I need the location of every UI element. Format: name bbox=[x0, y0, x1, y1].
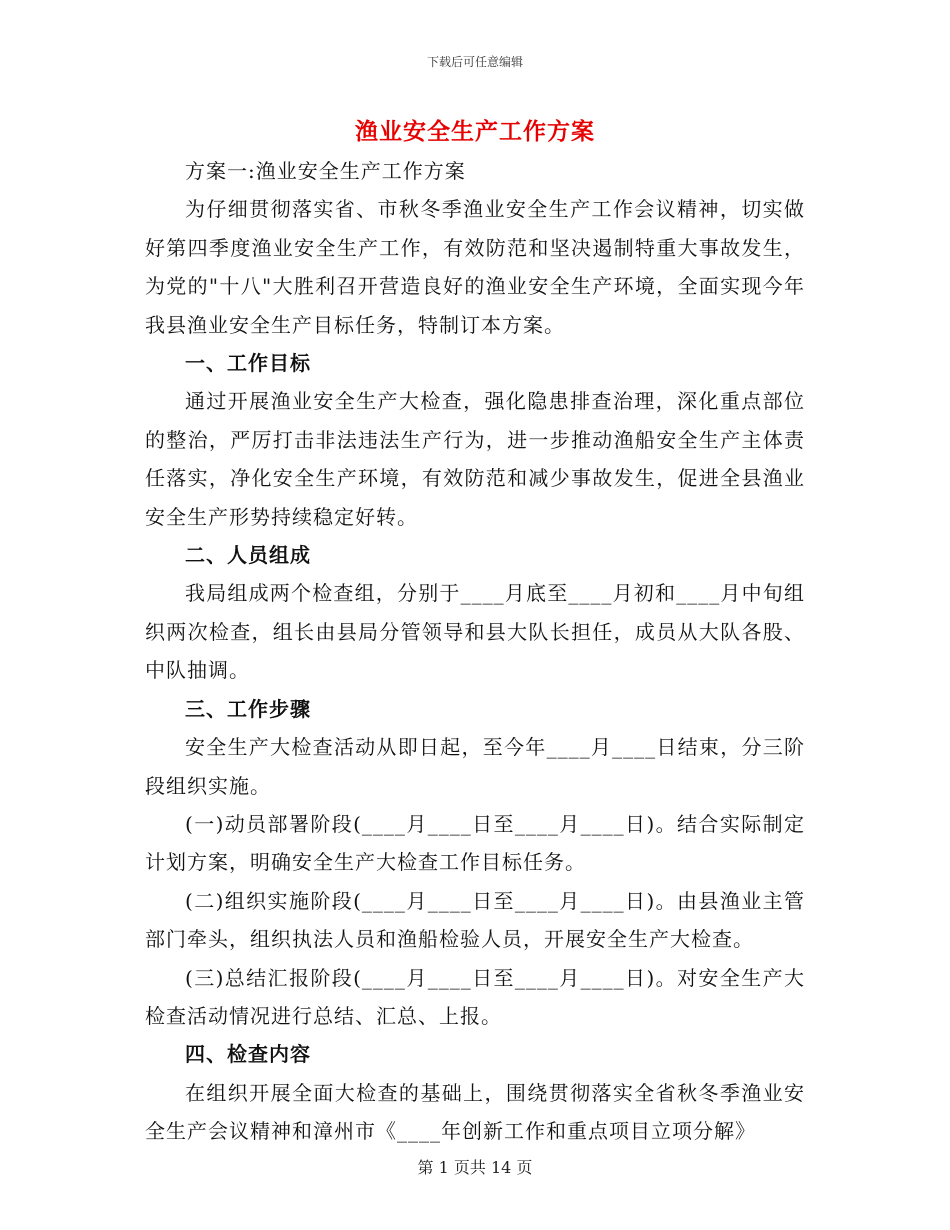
section-heading-inspection: 四、检查内容 bbox=[185, 1042, 311, 1067]
inspection-paragraph: 在组织开展全面大检查的基础上，围绕贯彻落实全省秋冬季渔业安全生产会议精神和漳州市《____年创新工作和重点项目立项分解》 bbox=[145, 1080, 805, 1144]
page-footer: 第 1 页共 14 页 bbox=[417, 1158, 533, 1177]
step-two-paragraph: (二)组织实施阶段(____月____日至____月____日)。由县渔业主管部门牵头，组织执法人员和渔船检验人员，开展安全生产大检查。 bbox=[145, 888, 805, 952]
section-heading-steps: 三、工作步骤 bbox=[185, 696, 311, 721]
section-heading-goals: 一、工作目标 bbox=[185, 351, 311, 376]
steps-paragraph: 安全生产大检查活动从即日起，至今年____月____日结束，分三阶段组织实施。 bbox=[145, 735, 805, 798]
step-three-paragraph: (三)总结汇报阶段(____月____日至____月____日)。对安全生产大检查活动情况进行总结、汇总、上报。 bbox=[145, 965, 805, 1028]
page-header-note: 下载后可任意编辑 bbox=[426, 55, 523, 69]
document-title: 渔业安全生产工作方案 bbox=[355, 119, 595, 145]
goals-paragraph: 通过开展渔业安全生产大检查，强化隐患排查治理，深化重点部位的整治，严厉打击非法违法生产行为，进一步推动渔船安全生产主体责任落实，净化安全生产环境，有效防范和减少事故发生，促进全县渔业安全生产形势持续稳定好转。 bbox=[145, 389, 805, 529]
personnel-paragraph: 我局组成两个检查组，分别于____月底至____月初和____月中旬组织两次检查，组长由县局分管领导和县大队长担任，成员从大队各股、中队抽调。 bbox=[145, 581, 805, 683]
scheme-subtitle: 方案一:渔业安全生产工作方案 bbox=[185, 159, 466, 183]
step-one-paragraph: (一)动员部署阶段(____月____日至____月____日)。结合实际制定计划方案，明确安全生产大检查工作目标任务。 bbox=[145, 811, 805, 875]
intro-paragraph: 为仔细贯彻落实省、市秋冬季渔业安全生产工作会议精神，切实做好第四季度渔业安全生产工作，有效防范和坚决遏制特重大事故发生，为党的"十八"大胜利召开营造良好的渔业安全生产环境，全面实现今年我县渔业安全生产目标任务，特制订本方案。 bbox=[145, 197, 805, 337]
section-heading-personnel: 二、人员组成 bbox=[185, 543, 311, 568]
document-body bbox=[145, 152, 805, 1151]
